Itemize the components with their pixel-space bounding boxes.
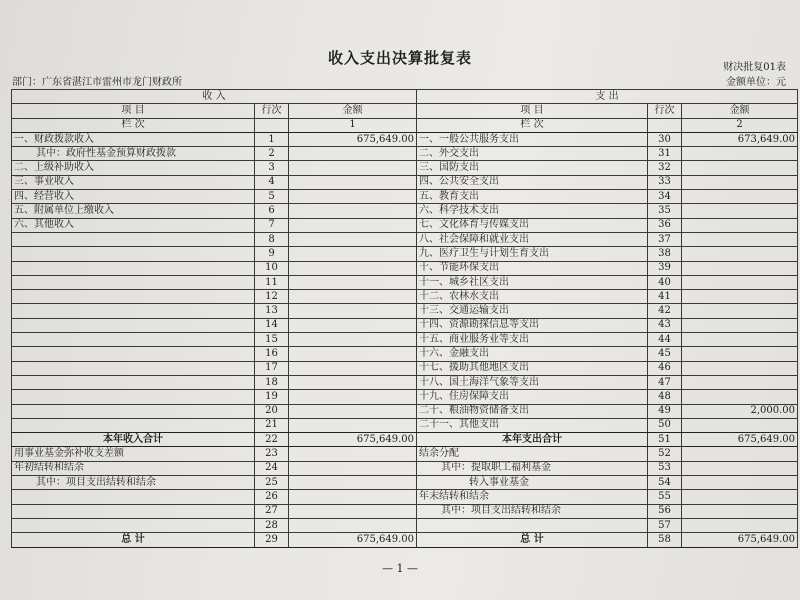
- income-item-cell: [12, 361, 255, 375]
- expense-amount-cell: 675,649.00: [682, 533, 798, 547]
- department-label: 部门：广东省湛江市雷州市龙门财政所: [12, 77, 182, 88]
- income-amount-cell: [289, 361, 417, 375]
- expense-rowno-cell: 33: [648, 175, 682, 189]
- document-title: 收入支出决算批复表: [327, 49, 472, 67]
- expense-rowno-cell: 46: [648, 361, 682, 375]
- income-item-cell: [12, 275, 255, 289]
- income-rowno-cell: 23: [255, 447, 289, 461]
- expense-amount-cell: [682, 261, 798, 275]
- income-item-cell: 四、经营收入: [12, 190, 255, 204]
- expense-amount-cell: [682, 490, 798, 504]
- income-amount-cell: [289, 161, 417, 175]
- income-amount-cell: [289, 247, 417, 261]
- income-item-cell: 三、事业收入: [12, 175, 255, 189]
- income-rowno-cell: 8: [255, 232, 289, 246]
- expense-item-cell: 二十、粮油物资储备支出: [417, 404, 648, 418]
- expense-rowno-cell: 45: [648, 347, 682, 361]
- income-item-cell: 六、其他收入: [12, 218, 255, 232]
- income-item-cell: [12, 390, 255, 404]
- expense-rowno-cell: 30: [648, 132, 682, 146]
- expense-amount-cell: [682, 304, 798, 318]
- expense-rowno-cell: 55: [648, 490, 682, 504]
- income-item-cell: [12, 232, 255, 246]
- expense-item-cell: 十九、住房保障支出: [417, 390, 648, 404]
- income-amount-cell: [289, 175, 417, 189]
- income-amount-cell: [289, 490, 417, 504]
- income-amount-cell: [289, 447, 417, 461]
- table-row: [12, 433, 798, 447]
- table-row: [12, 461, 798, 475]
- expense-rowno-cell: 48: [648, 390, 682, 404]
- expense-rowno-cell: 57: [648, 518, 682, 532]
- table-row: [12, 375, 798, 389]
- expense-amount-cell: [682, 147, 798, 161]
- expense-item-cell: 二、外交支出: [417, 147, 648, 161]
- income-item-header: 项 目: [12, 104, 255, 118]
- table-row: [12, 304, 798, 318]
- income-item-cell: [12, 404, 255, 418]
- expense-item-cell: 十三、交通运输支出: [417, 304, 648, 318]
- income-rowno-cell: 9: [255, 247, 289, 261]
- income-rowno-cell: 13: [255, 304, 289, 318]
- expense-rowno-cell: 39: [648, 261, 682, 275]
- income-rowno-cell: 18: [255, 375, 289, 389]
- table-row: [12, 190, 798, 204]
- table-row: [12, 490, 798, 504]
- income-amount-cell: [289, 404, 417, 418]
- income-item-cell: [12, 418, 255, 432]
- expense-rowno-cell: 40: [648, 275, 682, 289]
- income-item-cell: 用事业基金弥补收支差额: [12, 447, 255, 461]
- expense-item-cell: 其中：提取职工福利基金: [417, 461, 648, 475]
- table-row: [12, 347, 798, 361]
- expense-amount-cell: [682, 390, 798, 404]
- form-number: 财决批复01表: [723, 62, 786, 73]
- income-amount-cell: [289, 290, 417, 304]
- income-amount-cell: [289, 347, 417, 361]
- income-item-cell: 其中：政府性基金预算财政拨款: [12, 147, 255, 161]
- expense-item-cell: 十六、金融支出: [417, 347, 648, 361]
- income-amount-cell: 675,649.00: [289, 132, 417, 146]
- income-item-cell: [12, 247, 255, 261]
- income-item-cell: [12, 261, 255, 275]
- expense-rowno-cell: 37: [648, 232, 682, 246]
- expense-item-cell: 七、文化体育与传媒支出: [417, 218, 648, 232]
- income-rowno-cell: 3: [255, 161, 289, 175]
- expense-rowno-cell: 53: [648, 461, 682, 475]
- table-row: [12, 232, 798, 246]
- table-row: [12, 204, 798, 218]
- income-rowno-cell: 24: [255, 461, 289, 475]
- expense-item-cell: 四、公共安全支出: [417, 175, 648, 189]
- expense-amount-cell: [682, 447, 798, 461]
- expense-rowno-cell: 54: [648, 476, 682, 490]
- expense-rowno-cell: 42: [648, 304, 682, 318]
- income-rowno-cell: 16: [255, 347, 289, 361]
- expense-amount-cell: [682, 247, 798, 261]
- expense-item-cell: 三、国防支出: [417, 161, 648, 175]
- expense-rowno-cell: 32: [648, 161, 682, 175]
- expense-amount-cell: 673,649.00: [682, 132, 798, 146]
- expense-item-cell: 九、医疗卫生与计划生育支出: [417, 247, 648, 261]
- expense-amount-cell: [682, 518, 798, 532]
- income-rowno-header: 行次: [255, 104, 289, 118]
- income-amount-cell: [289, 218, 417, 232]
- income-amount-cell: [289, 504, 417, 518]
- income-amount-cell: [289, 518, 417, 532]
- income-rowno-cell: 2: [255, 147, 289, 161]
- income-amount-cell: [289, 333, 417, 347]
- income-rowno-cell: 29: [255, 533, 289, 547]
- expense-amount-header: 金额: [682, 104, 798, 118]
- income-lanci-label: 栏 次: [12, 118, 255, 132]
- table-row: [12, 161, 798, 175]
- expense-item-cell: 结余分配: [417, 447, 648, 461]
- expense-item-cell: 其中：项目支出结转和结余: [417, 504, 648, 518]
- expense-item-cell: 十二、农林水支出: [417, 290, 648, 304]
- expense-amount-cell: [682, 232, 798, 246]
- expense-item-cell: 年末结转和结余: [417, 490, 648, 504]
- income-rowno-cell: 22: [255, 433, 289, 447]
- expense-rowno-cell: 43: [648, 318, 682, 332]
- expense-amount-cell: [682, 290, 798, 304]
- income-item-cell: 其中：项目支出结转和结余: [12, 476, 255, 490]
- income-amount-cell: [289, 232, 417, 246]
- income-amount-cell: [289, 418, 417, 432]
- expense-amount-cell: [682, 461, 798, 475]
- income-amount-header: 金额: [289, 104, 417, 118]
- income-header: 收 入: [12, 90, 417, 104]
- income-item-cell: 二、上级补助收入: [12, 161, 255, 175]
- income-amount-cell: [289, 390, 417, 404]
- income-item-cell: 五、附属单位上缴收入: [12, 204, 255, 218]
- expense-item-cell: [417, 518, 648, 532]
- income-rowno-cell: 14: [255, 318, 289, 332]
- income-item-cell: [12, 304, 255, 318]
- income-item-cell: 本年收入合计: [12, 433, 255, 447]
- income-rowno-cell: 6: [255, 204, 289, 218]
- page-number: — 1 —: [382, 562, 418, 575]
- expense-amount-cell: [682, 161, 798, 175]
- table-row: [12, 261, 798, 275]
- income-item-cell: [12, 490, 255, 504]
- expense-amount-cell: [682, 218, 798, 232]
- income-rowno-cell: 12: [255, 290, 289, 304]
- expense-rowno-cell: 50: [648, 418, 682, 432]
- expense-amount-cell: [682, 504, 798, 518]
- expense-item-cell: 十五、商业服务业等支出: [417, 333, 648, 347]
- header-row-3: [12, 118, 798, 132]
- table-row: [12, 504, 798, 518]
- income-rowno-cell: 28: [255, 518, 289, 532]
- expense-rowno-cell: 51: [648, 433, 682, 447]
- expense-amount-cell: [682, 318, 798, 332]
- expense-item-cell: 六、科学技术支出: [417, 204, 648, 218]
- income-column-number: 1: [289, 118, 417, 132]
- table-row: [12, 533, 798, 547]
- expense-amount-cell: [682, 190, 798, 204]
- table-row: [12, 404, 798, 418]
- income-rowno-cell: 17: [255, 361, 289, 375]
- table-row: [12, 247, 798, 261]
- income-item-cell: [12, 290, 255, 304]
- income-rowno-cell: 21: [255, 418, 289, 432]
- income-amount-cell: [289, 147, 417, 161]
- income-amount-cell: [289, 261, 417, 275]
- table-row: [12, 361, 798, 375]
- income-rowno-cell: 19: [255, 390, 289, 404]
- expense-header: 支 出: [417, 90, 798, 104]
- income-rowno-cell: 15: [255, 333, 289, 347]
- income-item-cell: [12, 504, 255, 518]
- table-row: [12, 318, 798, 332]
- header-row-1: [12, 90, 798, 104]
- table-row: [12, 418, 798, 432]
- expense-rowno-cell: 38: [648, 247, 682, 261]
- table-row: [12, 290, 798, 304]
- expense-rowno-cell: 47: [648, 375, 682, 389]
- expense-amount-cell: [682, 361, 798, 375]
- expense-rowno-cell: 49: [648, 404, 682, 418]
- income-rowno-cell: 27: [255, 504, 289, 518]
- income-item-cell: [12, 318, 255, 332]
- income-item-cell: 总 计: [12, 533, 255, 547]
- expense-item-cell: 转入事业基金: [417, 476, 648, 490]
- expense-item-cell: 十八、国土海洋气象等支出: [417, 375, 648, 389]
- income-amount-cell: 675,649.00: [289, 533, 417, 547]
- amount-unit-label: 金额单位：元: [726, 77, 786, 88]
- expense-rowno-cell: 52: [648, 447, 682, 461]
- table-row: [12, 218, 798, 232]
- income-rowno-cell: 5: [255, 190, 289, 204]
- table-row: [12, 476, 798, 490]
- expense-item-cell: 本年支出合计: [417, 433, 648, 447]
- expense-item-cell: 十、节能环保支出: [417, 261, 648, 275]
- expense-item-cell: 一、一般公共服务支出: [417, 132, 648, 146]
- income-item-cell: 年初结转和结余: [12, 461, 255, 475]
- expense-rowno-header: 行次: [648, 104, 682, 118]
- income-item-cell: [12, 375, 255, 389]
- expense-rowno-cell: 56: [648, 504, 682, 518]
- expense-amount-cell: [682, 204, 798, 218]
- expense-rowno-cell: 35: [648, 204, 682, 218]
- income-rowno-cell: 26: [255, 490, 289, 504]
- expense-rowno-cell: 34: [648, 190, 682, 204]
- table-row: [12, 147, 798, 161]
- expense-column-number: 2: [682, 118, 798, 132]
- expense-rowno-cell: 44: [648, 333, 682, 347]
- expense-item-cell: 十四、资源勘探信息等支出: [417, 318, 648, 332]
- income-rowno-cell: 20: [255, 404, 289, 418]
- expense-amount-cell: [682, 347, 798, 361]
- income-amount-cell: [289, 275, 417, 289]
- table-row: [12, 390, 798, 404]
- income-amount-cell: [289, 204, 417, 218]
- expense-item-header: 项 目: [417, 104, 648, 118]
- income-item-cell: [12, 333, 255, 347]
- expense-amount-cell: 675,649.00: [682, 433, 798, 447]
- table-row: [12, 333, 798, 347]
- income-item-cell: [12, 518, 255, 532]
- expense-item-cell: 五、教育支出: [417, 190, 648, 204]
- expense-rowno-cell: 41: [648, 290, 682, 304]
- income-amount-cell: [289, 476, 417, 490]
- expense-amount-cell: [682, 375, 798, 389]
- income-rowno-cell: 25: [255, 476, 289, 490]
- expense-amount-cell: [682, 418, 798, 432]
- income-rowno-cell: 10: [255, 261, 289, 275]
- expense-rowno-cell: 58: [648, 533, 682, 547]
- table-row: [12, 275, 798, 289]
- expense-amount-cell: [682, 275, 798, 289]
- income-rowno-cell: 11: [255, 275, 289, 289]
- income-amount-cell: [289, 375, 417, 389]
- income-item-cell: 一、财政拨款收入: [12, 132, 255, 146]
- income-rowno-cell: 7: [255, 218, 289, 232]
- expense-item-cell: 十一、城乡社区支出: [417, 275, 648, 289]
- table-row: [12, 132, 798, 146]
- income-expense-table: [11, 89, 798, 548]
- table-row: [12, 518, 798, 532]
- expense-amount-cell: [682, 175, 798, 189]
- expense-item-cell: 十七、援助其他地区支出: [417, 361, 648, 375]
- expense-amount-cell: [682, 476, 798, 490]
- expense-lanci-empty: [648, 118, 682, 132]
- income-amount-cell: 675,649.00: [289, 433, 417, 447]
- expense-lanci-label: 栏 次: [417, 118, 648, 132]
- expense-item-cell: 总 计: [417, 533, 648, 547]
- income-rowno-cell: 4: [255, 175, 289, 189]
- income-item-cell: [12, 347, 255, 361]
- income-amount-cell: [289, 318, 417, 332]
- table-row: [12, 175, 798, 189]
- income-amount-cell: [289, 304, 417, 318]
- header-row-2: [12, 104, 798, 118]
- expense-rowno-cell: 36: [648, 218, 682, 232]
- table-row: [12, 447, 798, 461]
- expense-item-cell: 八、社会保障和就业支出: [417, 232, 648, 246]
- income-amount-cell: [289, 461, 417, 475]
- income-rowno-cell: 1: [255, 132, 289, 146]
- expense-amount-cell: [682, 333, 798, 347]
- income-amount-cell: [289, 190, 417, 204]
- income-lanci-empty: [255, 118, 289, 132]
- expense-item-cell: 二十一、其他支出: [417, 418, 648, 432]
- expense-amount-cell: 2,000.00: [682, 404, 798, 418]
- expense-rowno-cell: 31: [648, 147, 682, 161]
